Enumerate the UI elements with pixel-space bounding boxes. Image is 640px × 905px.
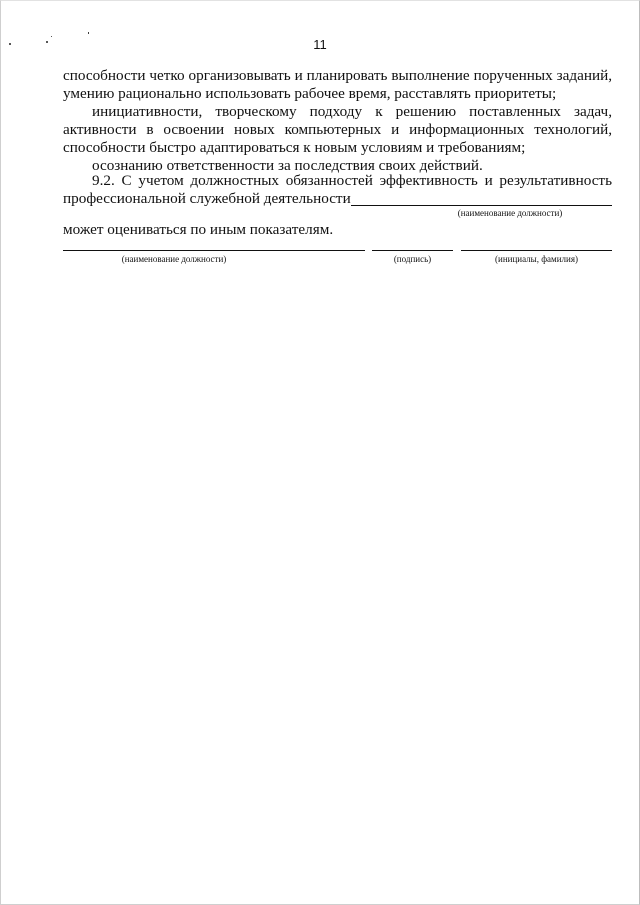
paragraph-responsibility: осознанию ответственности за последствия своих действий. (92, 157, 483, 174)
position-caption: (наименование должности) (457, 208, 563, 218)
paragraph-organization: способности четко организовывать и планировать выполнение порученных заданий, умению рационально использовать рабочее время, расставлять приоритеты; (63, 67, 612, 102)
signature-line (372, 250, 453, 251)
clause-9-2-line2: профессиональной служебной деятельности (63, 190, 351, 207)
page-number: 11 (313, 37, 327, 52)
clause-9-2-line3: может оцениваться по иным показателям. (63, 221, 334, 238)
signature-name-caption: (инициалы, фамилия) (495, 254, 578, 264)
signature-caption: (подпись) (393, 254, 432, 264)
position-blank-line (351, 205, 612, 206)
signature-name-line (461, 250, 612, 251)
clause-9-2-line1: 9.2. С учетом должностных обязанностей эффективность и результативность (92, 172, 612, 189)
signature-position-caption: (наименование должности) (121, 254, 227, 264)
scan-speck (88, 32, 89, 34)
paragraph-initiative: инициативности, творческому подходу к решению поставленных задач, активности в освоении новых компьютерных и информационных технологий, способности быстро адаптироваться к новым условиям и требованиям; (63, 103, 612, 156)
signature-position-line (63, 250, 365, 251)
